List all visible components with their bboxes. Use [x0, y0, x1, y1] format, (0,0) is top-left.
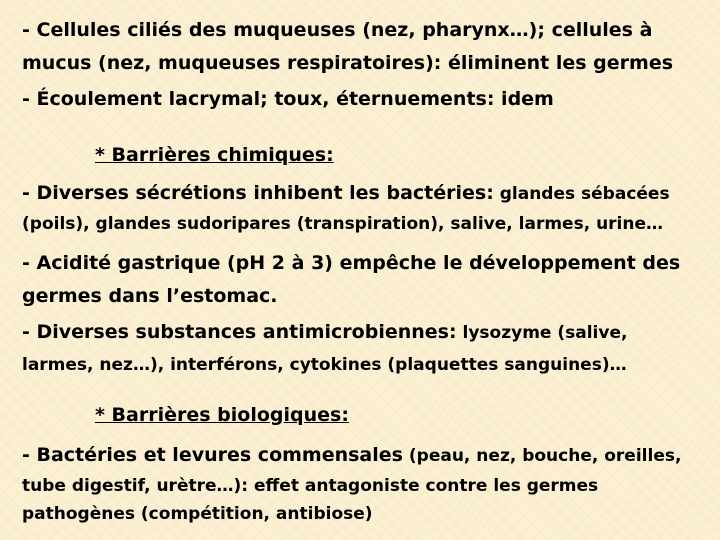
text-line-acidity-2: germes dans l’estomac.	[22, 285, 278, 307]
text-line-antimicrobial-1	[22, 323, 627, 342]
text-line-commensal-1	[22, 446, 681, 465]
text-line-commensal-3: pathogènes (compétition, antibiose)	[22, 504, 373, 524]
text-line-secretions-2: (poils), glandes sudoripares (transpiration), salive, larmes, urine…	[22, 214, 664, 234]
secretions-lead: - Diverses sécrétions inhibent les bactéries:	[22, 182, 494, 204]
commensal-lead: - Bactéries et levures commensales	[22, 444, 403, 466]
text-line-acidity-1: - Acidité gastrique (pH 2 à 3) empêche le développement des	[22, 252, 681, 274]
commensal-rest: (peau, nez, bouche, oreilles,	[402, 446, 682, 466]
heading-chemical-barriers: * Barrières chimiques:	[95, 144, 334, 166]
text-line-secretions-1	[22, 184, 670, 203]
text-line-cilia-1: - Cellules ciliés des muqueuses (nez, pharynx…); cellules à	[22, 19, 653, 41]
text-line-lacrimal: - Écoulement lacrymal; toux, éternuements: idem	[22, 88, 554, 110]
heading-biological-barriers: * Barrières biologiques:	[95, 404, 349, 426]
text-line-commensal-2: tube digestif, urètre…): effet antagoniste contre les germes	[22, 476, 599, 496]
secretions-rest: glandes sébacées	[493, 184, 670, 204]
text-line-antimicrobial-2: larmes, nez…), interférons, cytokines (plaquettes sanguines)…	[22, 355, 627, 375]
antimicrobial-lead: - Diverses substances antimicrobiennes:	[22, 321, 457, 343]
antimicrobial-rest: lysozyme (salive,	[456, 323, 628, 343]
text-line-cilia-2: mucus (nez, muqueuses respiratoires): éliminent les germes	[22, 52, 674, 74]
